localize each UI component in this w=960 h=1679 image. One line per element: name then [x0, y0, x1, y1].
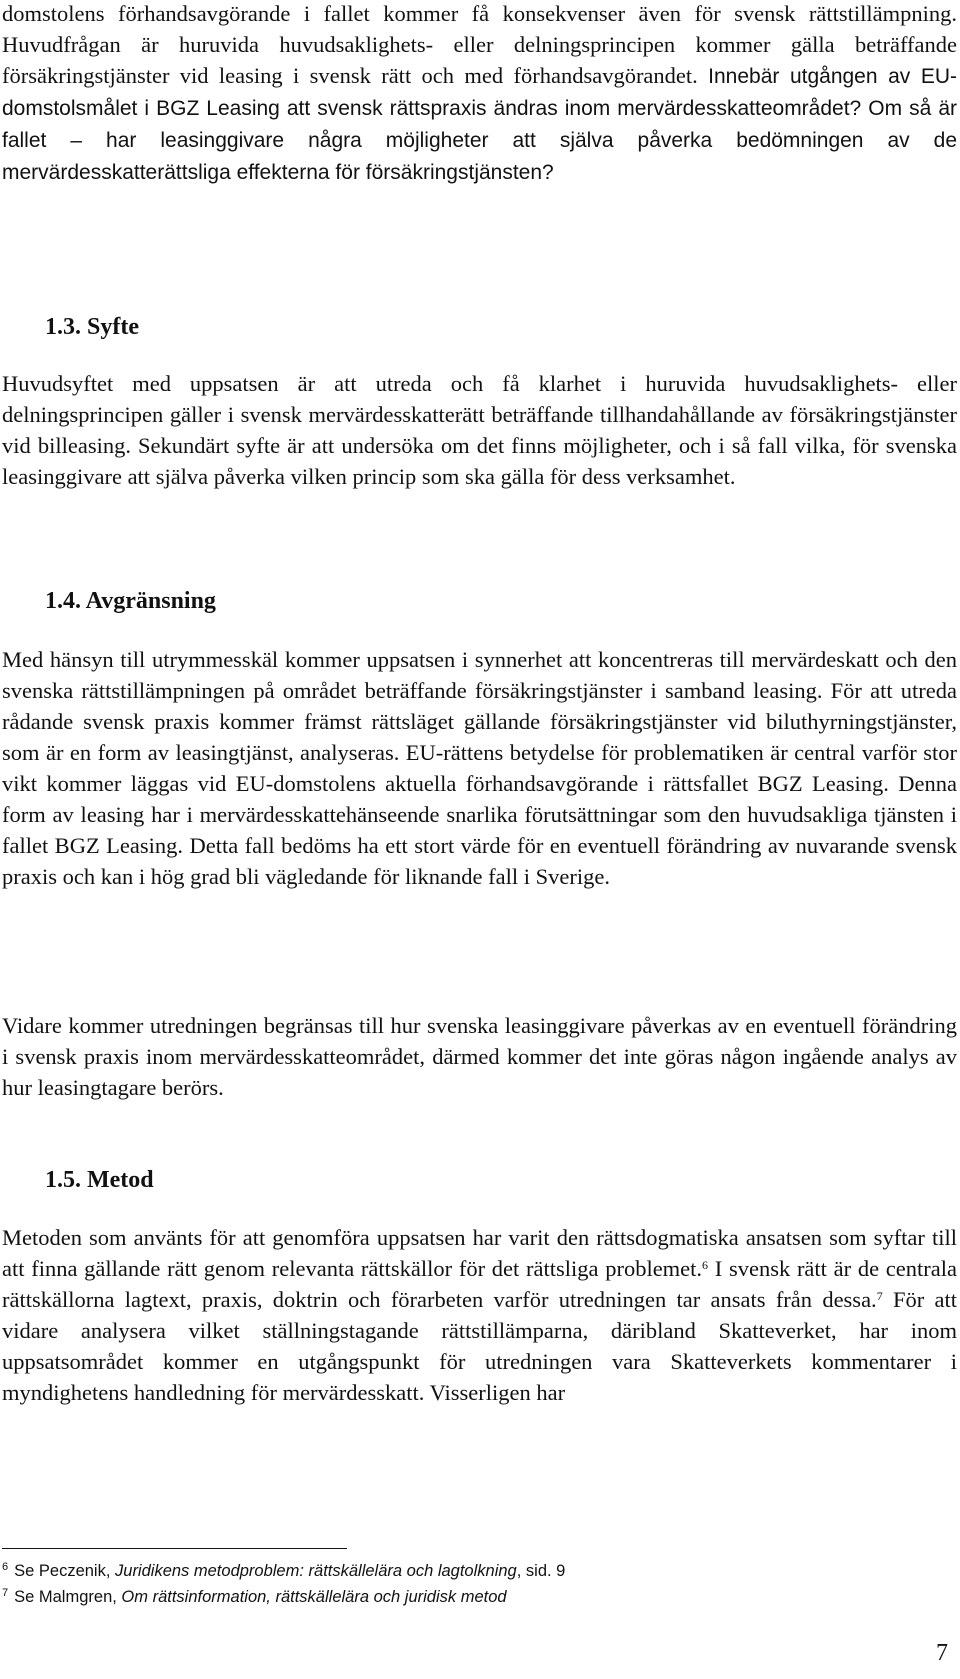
metod-text-1: Metoden som använts för att genomföra uppsatsen har varit den rättsdogmatiska ansatsen som syftar till att finna gällande rätt genom relevanta rättskällor för det rättsliga problemet. — [2, 1225, 957, 1281]
intro-paragraph — [2, 0, 957, 188]
heading-syfte: 1.3. Syfte — [45, 314, 139, 340]
metod-paragraph — [2, 1222, 957, 1408]
footnote-7 — [2, 1586, 902, 1608]
footnote-ref-7[interactable]: 7 — [876, 1288, 883, 1303]
footnote-6 — [2, 1560, 902, 1582]
avgransning-paragraph-2: Vidare kommer utredningen begränsas till hur svenska leasinggivare påverkas av en eventuell förändring i svensk praxis inom mervärdesskatteområdet, därmed kommer det inte göras någon ingående analys av hur leasingtagare berörs. — [2, 1013, 957, 1100]
footnote-text: Se Peczenik, — [14, 1562, 116, 1580]
page-number: 7 — [936, 1640, 948, 1666]
heading-avgransning: 1.4. Avgränsning — [45, 588, 216, 614]
metod-text-2: I svensk rätt är de centrala rättskällorna lagtext, praxis, doktrin och förarbeten varför utredningen tar ansats från dessa. — [2, 1256, 957, 1312]
footnote-text: Se Malmgren, — [14, 1588, 122, 1606]
footnote-ref-6[interactable]: 6 — [702, 1257, 709, 1272]
footnote-number: 6 — [2, 1560, 9, 1573]
footnote-number: 7 — [2, 1586, 9, 1599]
heading-metod: 1.5. Metod — [45, 1167, 154, 1193]
footnote-title: Juridikens metodproblem: rättskällelära och lagtolkning — [115, 1562, 517, 1580]
footnote-divider — [2, 1548, 347, 1549]
footnote-suffix: , sid. 9 — [516, 1562, 566, 1580]
syfte-paragraph: Huvudsyftet med uppsatsen är att utreda och få klarhet i huruvida huvudsaklighets- eller delningsprincipen gäller i svensk mervärdesskatterätt beträffande tillhandahållande av försäkringstjänster vid billeasing. Sekundärt syfte är att undersöka om det finns möjligheter, och i så fall vilka, för svenska leasinggivare att själva påverka vilken princip som ska gälla för dess verksamhet. — [2, 371, 957, 489]
intro-part-1: domstolens förhandsavgörande i fallet kommer få konsekvenser även för svensk rättstillämpning. Huvudfrågan är huruvida huvudsaklighets- eller delningsprincipen kommer gälla beträffande försäkringstjänster vid leasing i svensk rätt och med förhandsavgörandet. — [2, 1, 957, 88]
metod-text-3: För att vidare analysera vilket ställningstagande rättstillämparna, däribland Skatteverket, har inom uppsatsområdet kommer en utgångspunkt för utredningen vara Skatteverkets kommentarer i myndighetens handledning för mervärdesskatt. Visserligen har — [2, 1287, 957, 1405]
intro-part-2: Innebär utgången av EU-domstolsmålet i BGZ Leasing att svensk rättspraxis ändras inom mervärdesskatteområdet? Om så är fallet – har leasinggivare några möjligheter att själva påverka bedömningen av de mervärdesskatterättsliga effekterna för försäkringstjänsten? — [2, 65, 958, 184]
footnote-title: Om rättsinformation, rättskällelära och juridisk metod — [121, 1588, 507, 1606]
avgransning-paragraph-1: Med hänsyn till utrymmesskäl kommer uppsatsen i synnerhet att koncentreras till mervärdeskatt och den svenska rättstillämpningen på området beträffande försäkringstjänster i samband leasing. För att utreda rådande svensk praxis kommer främst rättsläget gällande försäkringstjänster vid biluthyrningstjänster, som är en form av leasingtjänst, analyseras. EU-rättens betydelse för problematiken är central varför stor vikt kommer läggas vid EU-domstolens aktuella förhandsavgörande i rättsfallet BGZ Leasing. Denna form av leasing har i mervärdesskattehänseende snarlika förutsättningar som den huvudsakliga tjänsten i fallet BGZ Leasing. Detta fall bedöms ha ett stort värde för en eventuell förändring av nuvarande svensk praxis och kan i hög grad bli vägledande för liknande fall i Sverige. — [2, 647, 957, 889]
